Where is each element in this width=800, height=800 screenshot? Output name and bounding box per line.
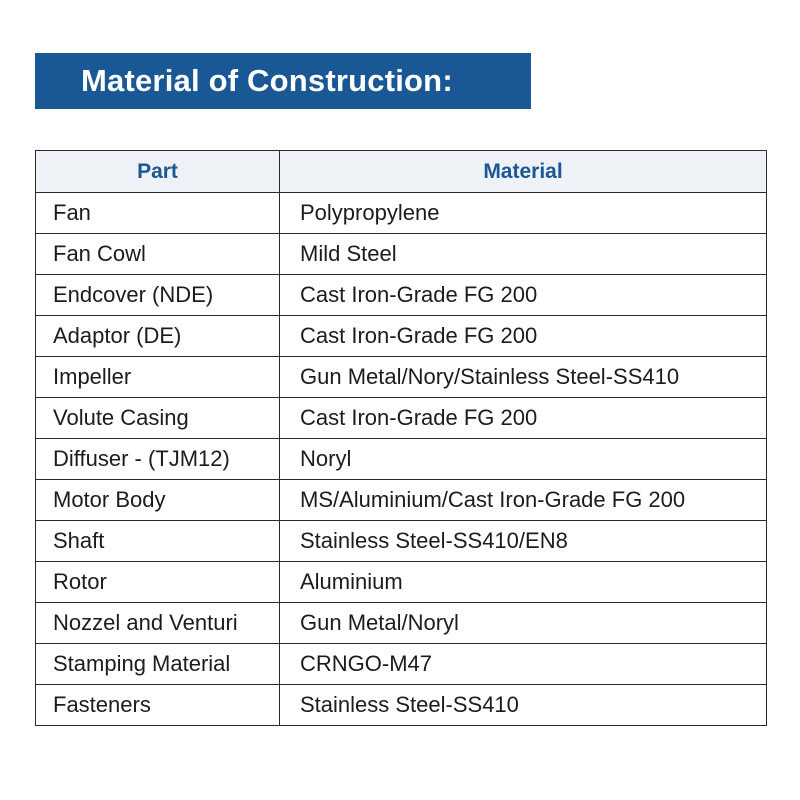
- material-cell: Gun Metal/Noryl: [280, 603, 767, 644]
- material-cell: Stainless Steel-SS410/EN8: [280, 521, 767, 562]
- material-cell: Mild Steel: [280, 234, 767, 275]
- column-header-part: Part: [36, 151, 280, 193]
- material-cell: Stainless Steel-SS410: [280, 685, 767, 726]
- part-cell: Volute Casing: [36, 398, 280, 439]
- table-row: [36, 603, 767, 644]
- part-cell: Endcover (NDE): [36, 275, 280, 316]
- part-cell: Fan Cowl: [36, 234, 280, 275]
- part-cell: Fasteners: [36, 685, 280, 726]
- part-cell: Adaptor (DE): [36, 316, 280, 357]
- table-row: [36, 685, 767, 726]
- table-row: [36, 398, 767, 439]
- table-row: [36, 480, 767, 521]
- material-table: [35, 150, 767, 726]
- material-cell: Cast Iron-Grade FG 200: [280, 316, 767, 357]
- column-header-material: Material: [280, 151, 767, 193]
- part-cell: Rotor: [36, 562, 280, 603]
- table-row: [36, 562, 767, 603]
- part-cell: Motor Body: [36, 480, 280, 521]
- table-row: [36, 193, 767, 234]
- part-cell: Impeller: [36, 357, 280, 398]
- table-row: [36, 644, 767, 685]
- material-cell: MS/Aluminium/Cast Iron-Grade FG 200: [280, 480, 767, 521]
- table-row: [36, 275, 767, 316]
- part-cell: Diffuser - (TJM12): [36, 439, 280, 480]
- part-cell: Fan: [36, 193, 280, 234]
- part-cell: Nozzel and Venturi: [36, 603, 280, 644]
- material-cell: Polypropylene: [280, 193, 767, 234]
- title-banner: [35, 53, 531, 109]
- table-row: [36, 316, 767, 357]
- material-cell: Cast Iron-Grade FG 200: [280, 398, 767, 439]
- part-cell: Stamping Material: [36, 644, 280, 685]
- material-cell: Aluminium: [280, 562, 767, 603]
- table-header-row: [36, 151, 767, 193]
- part-cell: Shaft: [36, 521, 280, 562]
- material-cell: Cast Iron-Grade FG 200: [280, 275, 767, 316]
- page-title: Material of Construction:: [81, 63, 453, 98]
- material-cell: Gun Metal/Nory/Stainless Steel-SS410: [280, 357, 767, 398]
- material-cell: Noryl: [280, 439, 767, 480]
- table-row: [36, 521, 767, 562]
- table-row: [36, 357, 767, 398]
- table-row: [36, 234, 767, 275]
- material-cell: CRNGO-M47: [280, 644, 767, 685]
- table-row: [36, 439, 767, 480]
